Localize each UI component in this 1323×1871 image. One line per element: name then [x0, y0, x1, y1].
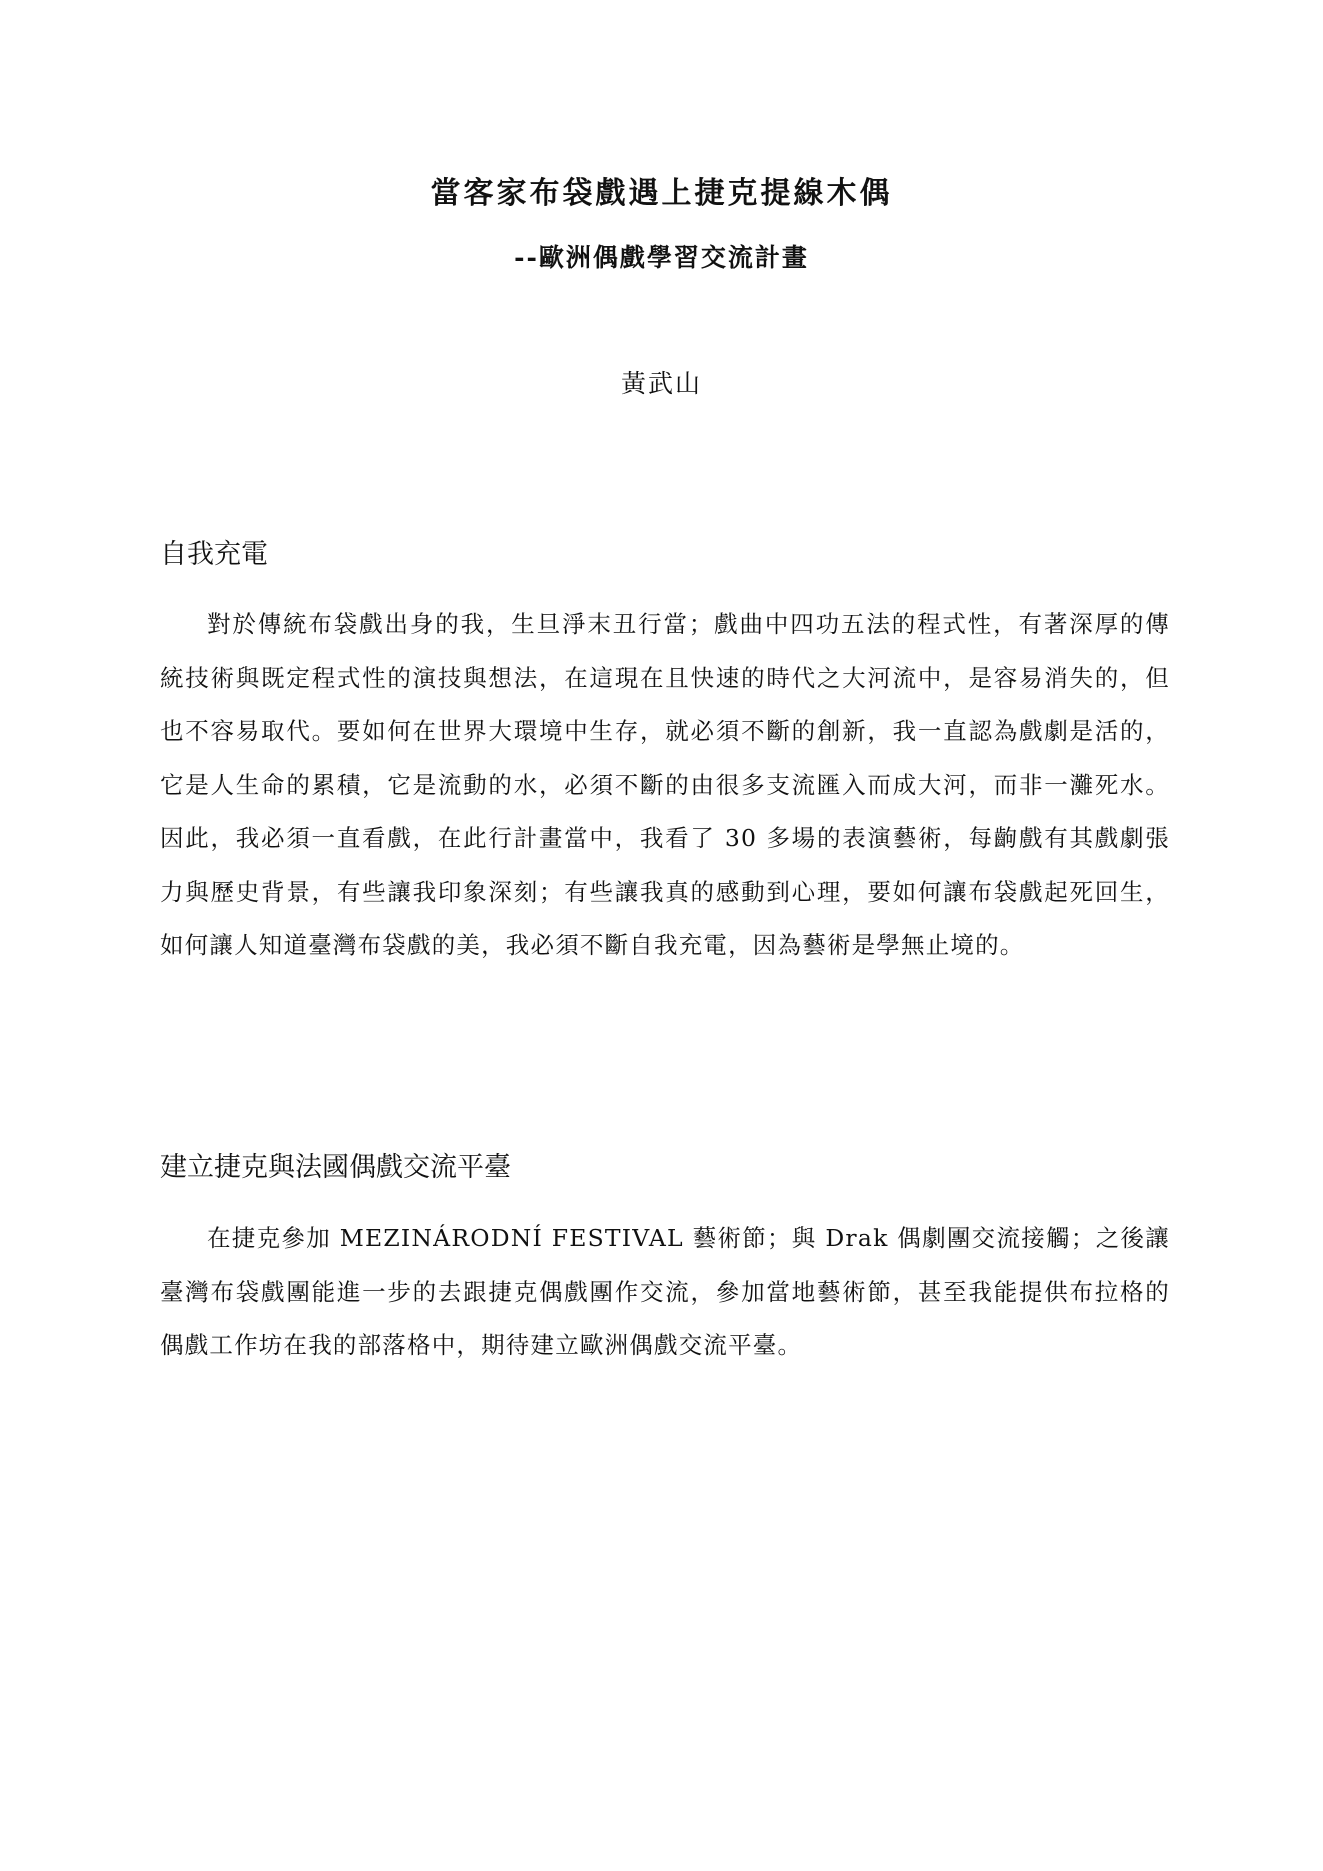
- section-heading-exchange-platform: 建立捷克與法國偶戲交流平臺: [160, 1152, 511, 1183]
- section-paragraph-exchange-platform: 在捷克參加 MEZINÁRODNÍ FESTIVAL 藝術節；與 Drak 偶劇團交流接觸；之後讓臺灣布袋戲團能進一步的去跟捷克偶戲團作交流，參加當地藝術節，甚至我能提供布拉格的偶戲工作坊在我的部落格中，期待建立歐洲偶戲交流平臺。: [160, 1224, 1170, 1359]
- document-title: 當客家布袋戲遇上捷克提線木偶: [430, 176, 893, 211]
- section-paragraph-recharge: 對於傳統布袋戲出身的我，生旦淨末丑行當；戲曲中四功五法的程式性，有著深厚的傳統技術與既定程式性的演技與想法，在這現在且快速的時代之大河流中，是容易消失的，但也不容易取代。要如何在世界大環境中生存，就必須不斷的創新，我一直認為戲劇是活的，它是人生命的累積，它是流動的水，必須不斷的由很多支流匯入而成大河，而非一灘死水。因此，我必須一直看戲，在此行計畫當中，我看了 30 多場的表演藝術，每齣戲有其戲劇張力與歷史背景，有些讓我印象深刻；有些讓我真的感動到心理，要如何讓布袋戲起死回生，如何讓人知道臺灣布袋戲的美，我必須不斷自我充電，因為藝術是學無止境的。: [160, 610, 1170, 959]
- section-heading-recharge: 自我充電: [160, 539, 268, 570]
- document-subtitle: --歐洲偶戲學習交流計畫: [514, 243, 809, 272]
- author-name: 黃武山: [620, 369, 702, 398]
